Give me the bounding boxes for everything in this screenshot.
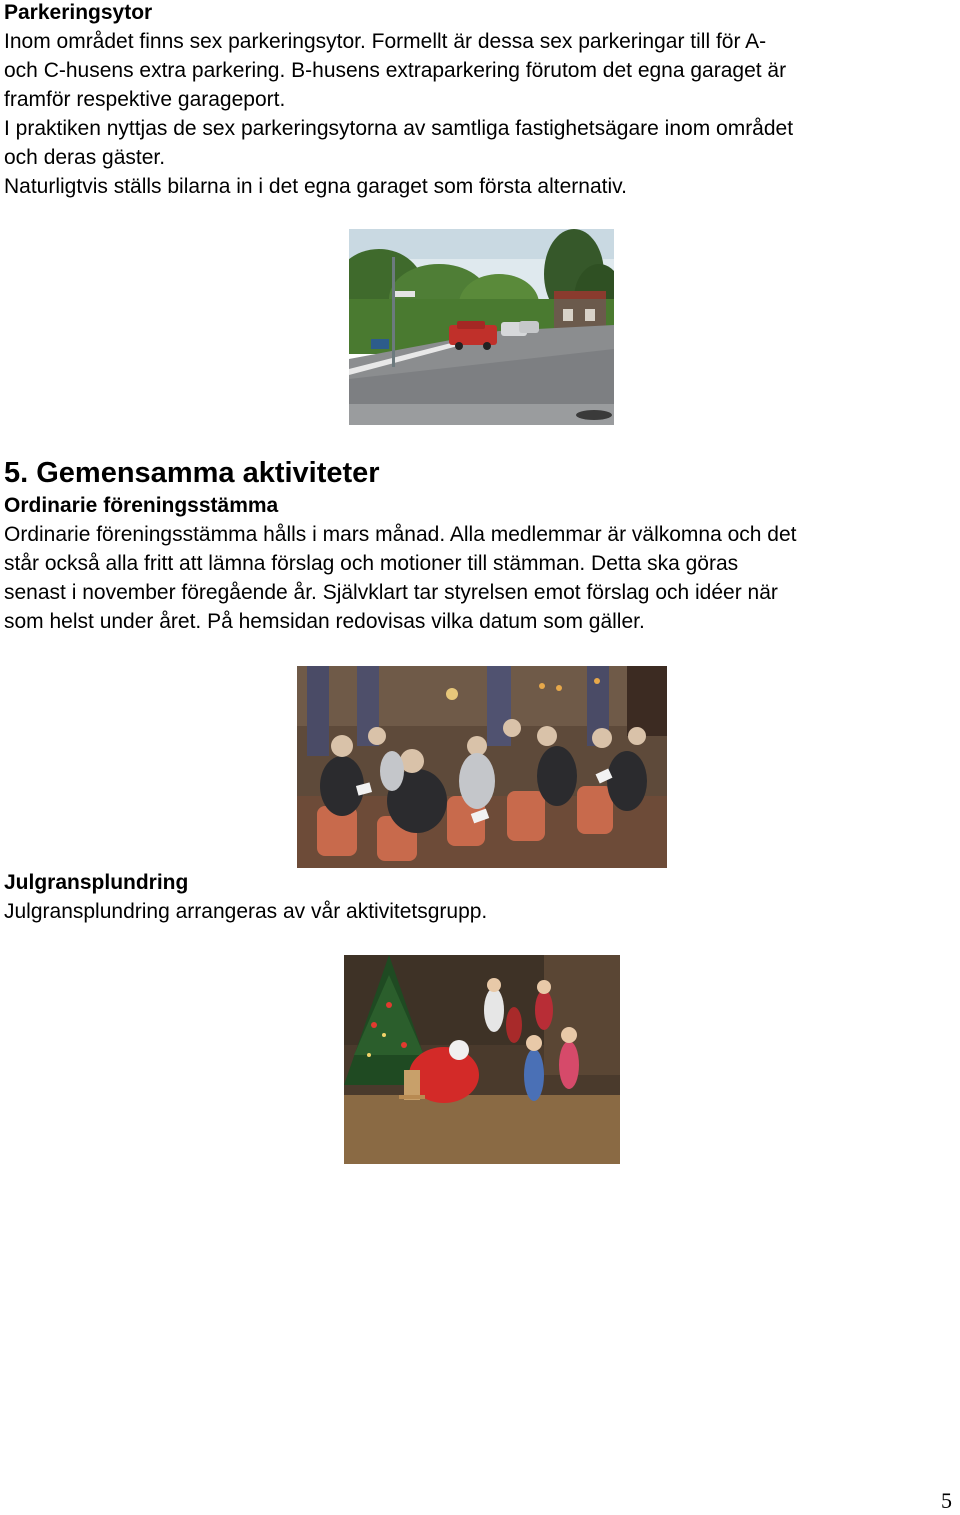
agm-subheading: Ordinarie föreningsstämma: [4, 494, 279, 517]
christmas-party-photo: [344, 955, 620, 1164]
section-5-heading: 5. Gemensamma aktiviteter: [4, 457, 380, 489]
meeting-photo: [297, 666, 667, 868]
parking-line: Naturligtvis ställs bilarna in i det egna garaget som första alternativ.: [4, 175, 627, 198]
agm-line: senast i november föregående år. Självklart tar styrelsen emot förslag och idéer när: [4, 581, 778, 604]
parking-heading: Parkeringsytor: [4, 1, 153, 24]
parking-line: Inom området finns sex parkeringsytor. Formellt är dessa sex parkeringar till för A-: [4, 30, 767, 53]
agm-line: Ordinarie föreningsstämma hålls i mars månad. Alla medlemmar är välkomna och det: [4, 523, 797, 546]
parking-line: och C-husens extra parkering. B-husens extraparkering förutom det egna garaget är: [4, 59, 787, 82]
agm-line: står också alla fritt att lämna förslag och motioner till stämman. Detta ska göras: [4, 552, 739, 575]
agm-line: som helst under året. På hemsidan redovisas vilka datum som gäller.: [4, 610, 645, 633]
christmas-heading: Julgransplundring: [4, 871, 189, 894]
page-number: 5: [941, 1488, 952, 1513]
parking-line: och deras gäster.: [4, 146, 166, 169]
christmas-line: Julgransplundring arrangeras av vår aktivitetsgrupp.: [4, 900, 488, 923]
parking-line: I praktiken nyttjas de sex parkeringsytorna av samtliga fastighetsägare inom området: [4, 117, 794, 140]
parking-lot-photo: [349, 229, 614, 425]
parking-line: framför respektive garageport.: [4, 88, 286, 111]
